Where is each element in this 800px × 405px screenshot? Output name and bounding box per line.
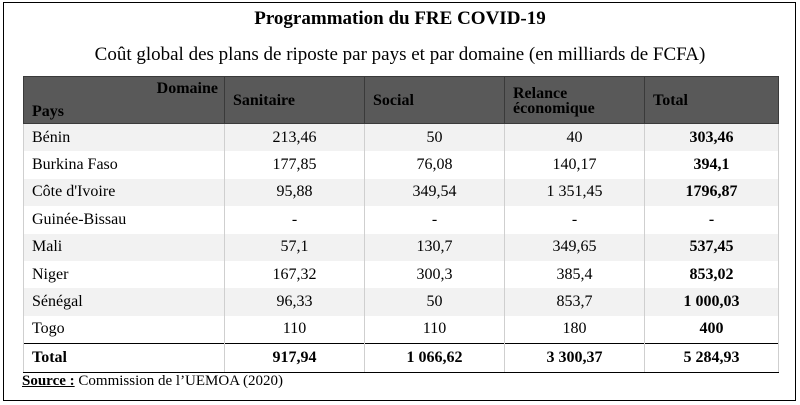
cell-sanitaire: 177,85 (225, 151, 365, 178)
cell-total: 400 (645, 316, 779, 344)
cell-sanitaire: 96,33 (225, 288, 365, 315)
cell-relance: 349,65 (505, 234, 645, 261)
cell-pays: Togo (24, 316, 225, 344)
cell-sanitaire: 167,32 (225, 261, 365, 288)
table-row (24, 261, 779, 288)
cell-pays: Mali (24, 234, 225, 261)
cell-relance: 180 (505, 316, 645, 344)
table-row (24, 288, 779, 315)
source-text: Commission de l’UEMOA (2020) (74, 373, 283, 389)
cell-pays: Sénégal (24, 288, 225, 315)
cell-total: 394,1 (645, 151, 779, 178)
cell-social: 300,3 (365, 261, 505, 288)
cell-total: 1 000,03 (645, 288, 779, 315)
cell-social: 50 (365, 288, 505, 315)
document-title: Programmation du FRE COVID-19 (254, 8, 546, 29)
cell-pays: Guinée-Bissau (24, 206, 225, 233)
cell-total: 853,02 (645, 261, 779, 288)
cell-relance: 385,4 (505, 261, 645, 288)
header-relance (505, 77, 645, 124)
cell-relance: 140,17 (505, 151, 645, 178)
cell-relance: 40 (505, 124, 645, 152)
table-row (24, 206, 779, 233)
table-row (24, 151, 779, 178)
header-sanitaire: Sanitaire (225, 77, 365, 124)
cell-total: 537,45 (645, 234, 779, 261)
cell-social: 349,54 (365, 179, 505, 206)
header-social: Social (365, 77, 505, 124)
cell-sanitaire: 95,88 (225, 179, 365, 206)
cell-total: 1796,87 (645, 179, 779, 206)
cell-sanitaire: 917,94 (225, 344, 365, 372)
cost-table (23, 76, 779, 373)
cell-sanitaire: 213,46 (225, 124, 365, 152)
table-row (24, 234, 779, 261)
source-note (22, 373, 283, 390)
cell-sanitaire: - (225, 206, 365, 233)
source-label: Source : (22, 373, 75, 389)
document-subtitle: Coût global des plans de riposte par pays et par domaine (en milliards de FCFA) (94, 44, 706, 65)
table-header-row (24, 77, 779, 124)
cell-pays: Bénin (24, 124, 225, 152)
cell-total: 303,46 (645, 124, 779, 152)
cell-relance: 853,7 (505, 288, 645, 315)
cell-social: 110 (365, 316, 505, 344)
cell-sanitaire: 57,1 (225, 234, 365, 261)
cell-pays: Total (24, 344, 225, 372)
header-relance-line1: Relance (513, 85, 568, 102)
cell-social: - (365, 206, 505, 233)
cell-social: 130,7 (365, 234, 505, 261)
header-total: Total (645, 77, 779, 124)
cell-pays: Niger (24, 261, 225, 288)
cell-social: 50 (365, 124, 505, 152)
cell-total: - (645, 206, 779, 233)
cell-social: 1 066,62 (365, 344, 505, 372)
totals-row (24, 344, 779, 372)
cell-total: 5 284,93 (645, 344, 779, 372)
cell-relance: 1 351,45 (505, 179, 645, 206)
cell-sanitaire: 110 (225, 316, 365, 344)
header-domaine: Domaine (156, 80, 218, 97)
corner-header (24, 77, 225, 124)
cell-pays: Côte d'Ivoire (24, 179, 225, 206)
table-row (24, 124, 779, 152)
cell-relance: 3 300,37 (505, 344, 645, 372)
cell-relance: - (505, 206, 645, 233)
cell-social: 76,08 (365, 151, 505, 178)
header-relance-line2: économique (513, 100, 595, 117)
cell-pays: Burkina Faso (24, 151, 225, 178)
header-pays: Pays (32, 103, 64, 120)
table-row (24, 179, 779, 206)
table-row (24, 316, 779, 344)
